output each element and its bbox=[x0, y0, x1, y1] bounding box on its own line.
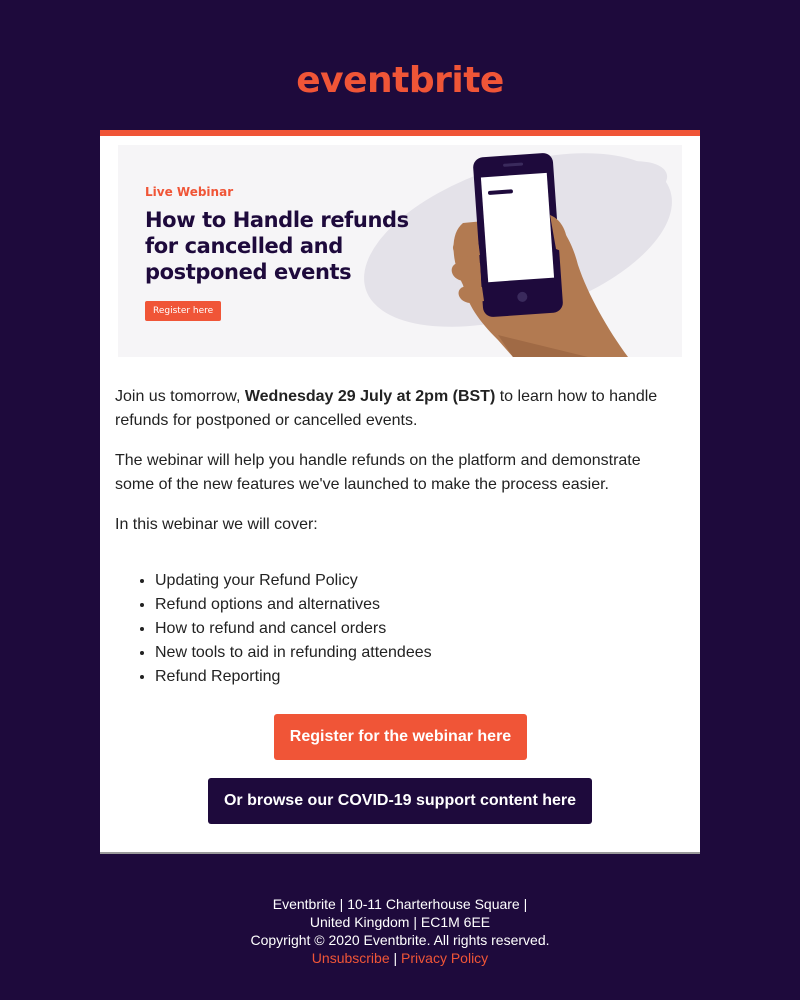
privacy-policy-link[interactable]: Privacy Policy bbox=[401, 950, 489, 966]
list-item: • New tools to aid in refunding attendees bbox=[155, 641, 675, 665]
intro-date: Wednesday 29 July at 2pm (BST) bbox=[244, 388, 496, 405]
list-item: • Refund Reporting bbox=[155, 665, 675, 689]
intro-text-after: to learn how to handle refunds for postponed or cancelled events. bbox=[115, 388, 658, 429]
topic-list bbox=[115, 569, 675, 689]
email-body bbox=[115, 385, 675, 689]
cover-heading: In this webinar we will cover: bbox=[115, 516, 318, 533]
finger-1 bbox=[453, 240, 480, 257]
covid-support-button[interactable]: Or browse our COVID-19 support content here bbox=[208, 778, 592, 824]
unsubscribe-link[interactable]: Unsubscribe bbox=[311, 950, 390, 966]
intro-paragraph bbox=[115, 385, 675, 433]
banner-register-button[interactable]: Register here bbox=[145, 301, 221, 321]
banner-eyebrow: Live Webinar bbox=[145, 185, 234, 199]
list-item: • Updating your Refund Policy bbox=[155, 569, 675, 593]
intro-text-before: Join us tomorrow, bbox=[115, 388, 245, 405]
phone-illustration bbox=[473, 152, 564, 317]
footer bbox=[0, 895, 800, 967]
list-item: • Refund options and alternatives bbox=[155, 593, 675, 617]
list-item: • How to refund and cancel orders bbox=[155, 617, 675, 641]
banner-title: How to Handle refunds for cancelled and postponed events bbox=[145, 208, 409, 284]
footer-address-line1: Eventbrite | 10-11 Charterhouse Square | bbox=[272, 896, 528, 912]
footer-copyright: Copyright © 2020 Eventbrite. All rights reserved. bbox=[250, 932, 550, 948]
footer-link-separator: | bbox=[389, 950, 402, 966]
webinar-banner[interactable] bbox=[118, 145, 682, 357]
register-webinar-button[interactable]: Register for the webinar here bbox=[274, 714, 527, 760]
footer-links bbox=[0, 949, 800, 967]
eventbrite-logo[interactable]: eventbrite bbox=[296, 60, 504, 101]
footer-address-line2: United Kingdom | EC1M 6EE bbox=[309, 914, 491, 930]
description-paragraph: The webinar will help you handle refunds on the platform and demonstrate some of the new features we've launched to make the process easier. bbox=[115, 452, 641, 493]
email-card bbox=[100, 130, 700, 854]
